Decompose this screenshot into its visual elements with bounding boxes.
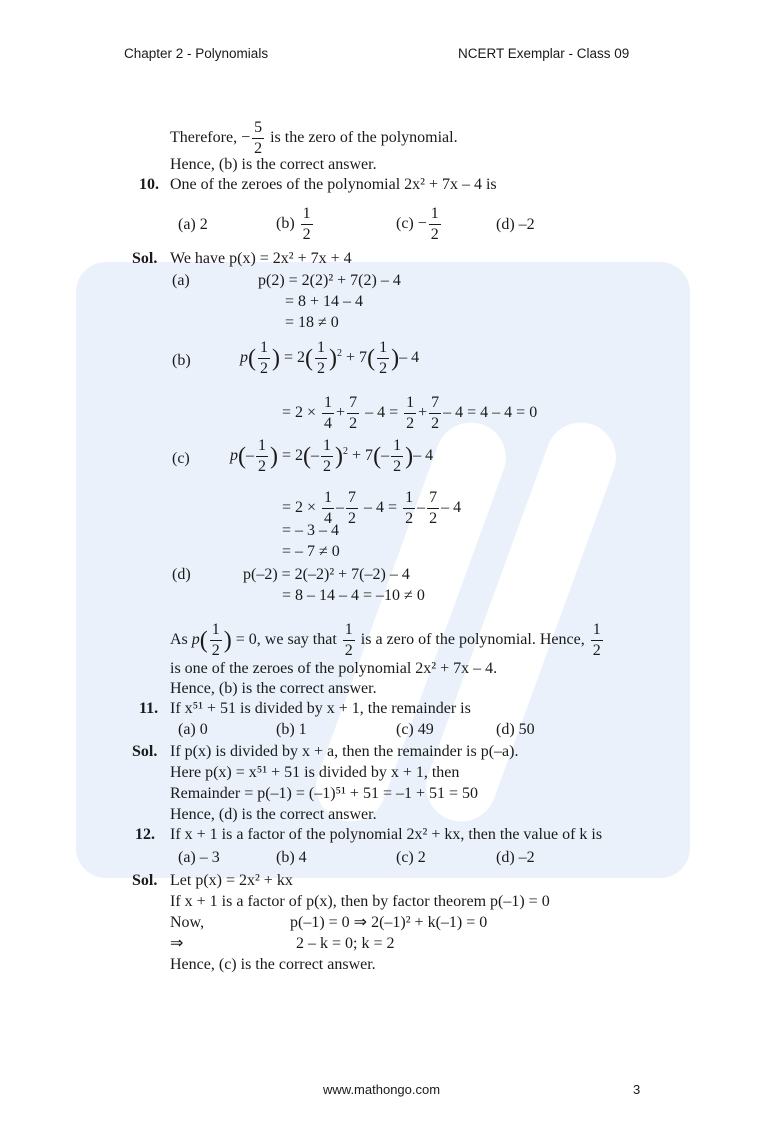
q11-option-c: (c) 49 xyxy=(396,721,434,738)
q10-option-b: (b) $\frac{1}{2}$ xyxy=(276,205,311,243)
q10-number: 10. xyxy=(139,176,159,193)
sol10-c-line-2: = 2 × $\frac{1}{4}$ – $\frac{7}{2}$ – 4 = $\frac{1}{2}$ – $\frac{7}{2}$ – 4 xyxy=(282,489,462,527)
q12-option-b: (b) 4 xyxy=(276,849,307,866)
q12-option-a: (a) – 3 xyxy=(178,849,220,866)
sol12-line-5: Hence, (c) is the correct answer. xyxy=(170,956,376,973)
sol10-intro: We have p(x) = 2x² + 7x + 4 xyxy=(170,250,352,267)
q12-option-c: (c) 2 xyxy=(396,849,426,866)
sol12-line-2: If x + 1 is a factor of p(x), then by factor theorem p(–1) = 0 xyxy=(170,893,550,910)
q12-number: 12. xyxy=(135,826,155,843)
sol12-line-4: 2 – k = 0; k = 2 xyxy=(296,935,395,952)
q12-text: If x + 1 is a factor of the polynomial 2x² + kx, then the value of k is xyxy=(170,826,603,843)
sol10-b-tag: (b) xyxy=(172,352,191,369)
prev-line-2: Hence, (b) is the correct answer. xyxy=(170,156,377,173)
sol10-a-line-2: = 8 + 14 – 4 xyxy=(285,293,364,310)
sol10-a-line-1: p(2) = 2(2)² + 7(2) – 4 xyxy=(258,272,401,289)
q12-option-d: (d) –2 xyxy=(496,849,535,866)
sol11-label: Sol. xyxy=(132,743,158,760)
sol11-line-4: Hence, (d) is the correct answer. xyxy=(170,806,377,823)
q10-option-c: (c) − $\frac{1}{2}$ xyxy=(396,205,439,243)
sol12-line-4-arrow: ⇒ xyxy=(170,935,184,952)
q11-option-a: (a) 0 xyxy=(178,721,208,738)
q11-option-b: (b) 1 xyxy=(276,721,307,738)
sol10-c-line-4: = – 7 ≠ 0 xyxy=(282,543,340,560)
q11-text: If x⁵¹ + 51 is divided by x + 1, the remainder is xyxy=(170,700,471,717)
sol10-conclusion-3: Hence, (b) is the correct answer. xyxy=(170,680,377,697)
q10-option-a: (a) 2 xyxy=(178,216,208,233)
header-book: NCERT Exemplar - Class 09 xyxy=(458,46,630,61)
sol12-line-3: p(–1) = 0 ⇒ 2(–1)² + k(–1) = 0 xyxy=(290,914,488,931)
q10-text: One of the zeroes of the polynomial 2x² + 7x – 4 is xyxy=(170,176,497,193)
sol10-d-tag: (d) xyxy=(172,566,191,583)
sol10-d-line-2: = 8 – 14 – 4 = –10 ≠ 0 xyxy=(282,587,425,604)
footer-url: www.mathongo.com xyxy=(323,1082,441,1097)
sol10-a-tag: (a) xyxy=(172,272,190,289)
sol11-line-3: Remainder = p(–1) = (–1)⁵¹ + 51 = –1 + 51 = 50 xyxy=(170,785,479,802)
sol10-label: Sol. xyxy=(132,250,158,267)
sol10-conclusion-2: is one of the zeroes of the polynomial 2x² + 7x – 4. xyxy=(170,660,498,677)
sol10-c-line-3: = – 3 – 4 xyxy=(282,522,340,539)
sol12-line-1: Let p(x) = 2x² + kx xyxy=(170,872,293,889)
header-chapter: Chapter 2 - Polynomials xyxy=(124,46,269,61)
footer-page-number: 3 xyxy=(633,1082,641,1097)
sol10-a-line-3: = 18 ≠ 0 xyxy=(285,314,339,331)
sol12-label: Sol. xyxy=(132,872,158,889)
sol10-d-line-1: p(–2) = 2(–2)² + 7(–2) – 4 xyxy=(243,566,410,583)
sol10-b-line-2: = 2 × $\frac{1}{4}$ + $\frac{7}{2}$ – 4 = $\frac{1}{2}$ + $\frac{7}{2}$ – 4 = 4 – 4 = 0 xyxy=(282,394,538,432)
prev-line-1: Therefore, − $\frac{5}{2}$ is the zero of the polynomial. xyxy=(170,119,458,157)
sol10-c-tag: (c) xyxy=(172,450,190,467)
sol11-line-2: Here p(x) = x⁵¹ + 51 is divided by x + 1, then xyxy=(170,764,460,781)
sol12-line-3-label: Now, xyxy=(170,914,205,931)
q11-number: 11. xyxy=(139,700,159,717)
sol10-conclusion-1: As p( $\frac{1}{2}$ ) = 0, we say that $\frac{1}{2}$ is a zero of the polynomial. Hence, $\frac{1}{2}$ xyxy=(170,621,601,659)
q11-option-d: (d) 50 xyxy=(496,721,535,738)
sol11-line-1: If p(x) is divided by x + a, then the remainder is p(–a). xyxy=(170,743,519,760)
q10-option-d: (d) –2 xyxy=(496,216,535,233)
sol10-b-line-1: p( $\frac{1}{2}$ ) = 2( $\frac{1}{2}$ )$^2$ + 7( $\frac{1}{2}$ )– 4 xyxy=(240,339,420,377)
sol10-c-line-1: p(– $\frac{1}{2}$ ) = 2(– $\frac{1}{2}$ )$^2$ + 7(– $\frac{1}{2}$ )– 4 xyxy=(230,437,434,475)
